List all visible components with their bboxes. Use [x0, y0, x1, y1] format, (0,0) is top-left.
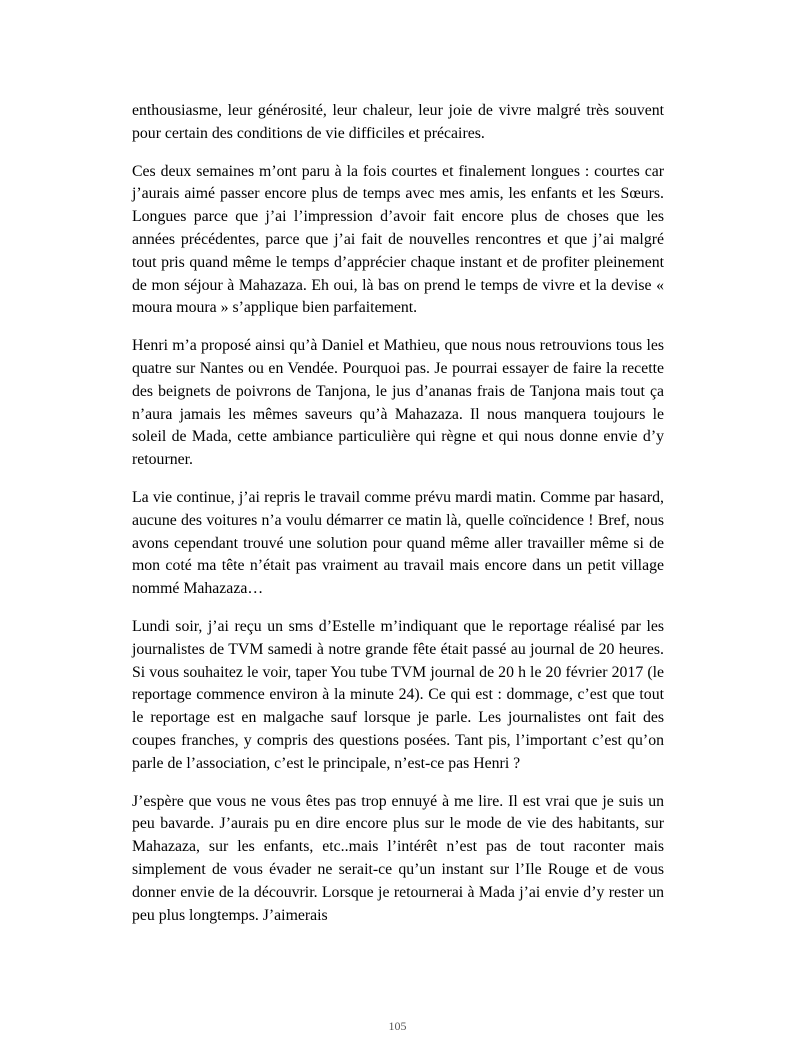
paragraph-2: Ces deux semaines m’ont paru à la fois courtes et finalement longues : courtes car j’aurais aimé passer encore plus de temps avec mes amis, les enfants et les Sœurs. Longues parce que j’ai l’impression d’avoir fait encore plus de choses que les années précédentes, parce que j’ai fait de nouvelles rencontres et que j’ai malgré tout pris quand même le temps d’apprécier chaque instant et de profiter pleinement de mon séjour à Mahazaza. Eh oui, là bas on prend le temps de vivre et la devise « moura moura » s’applique bien parfaitement.: [132, 162, 664, 317]
paragraph-3: Henri m’a proposé ainsi qu’à Daniel et Mathieu, que nous nous retrouvions tous les quatre sur Nantes ou en Vendée. Pourquoi pas. Je pourrai essayer de faire la recette des beignets de poivrons de Tanjona, le jus d’ananas frais de Tanjona mais tout ça n’aura jamais les mêmes saveurs qu’à Mahazaza. Il nous manquera toujours le soleil de Mada, cette ambiance particulière qui règne et qui nous donne envie d’y retourner.: [132, 337, 664, 469]
page-number: 105: [388, 1019, 407, 1033]
paragraph-1: enthousiasme, leur générosité, leur chaleur, leur joie de vivre malgré très souvent pour certain des conditions de vie difficiles et précaires.: [132, 102, 664, 142]
paragraph-5: Lundi soir, j’ai reçu un sms d’Estelle m’indiquant que le reportage réalisé par les journalistes de TVM samedi à notre grande fête était passé au journal de 20 heures. Si vous souhaitez le voir, taper You tube TVM journal de 20 h le 20 février 2017 (le reportage commence environ à la minute 24). Ce qui est : dommage, c’est que tout le reportage est en malgache sauf lorsque je parle. Les journalistes ont fait des coupes franches, y compris des questions posées. Tant pis, l’important c’est qu’on parle de l’association, c’est le principale, n’est-ce pas Henri ?: [132, 617, 664, 772]
page-body: [132, 100, 664, 942]
paragraph-4: La vie continue, j’ai repris le travail comme prévu mardi matin. Comme par hasard, aucune des voitures n’a voulu démarrer ce matin là, quelle coïncidence ! Bref, nous avons cependant trouvé une solution pour quand même aller travailler même si de mon coté ma tête n’était pas vraiment au travail mais encore dans un petit village nommé Mahazaza…: [132, 488, 664, 598]
paragraph-6: J’espère que vous ne vous êtes pas trop ennuyé à me lire. Il est vrai que je suis un peu bavarde. J’aurais pu en dire encore plus sur le mode de vie des habitants, sur Mahazaza, sur les enfants, etc..mais l’intérêt n’est pas de tout raconter mais simplement de vous évader ne serait-ce qu’un instant sur l’Ile Rouge et de vous donner envie de la découvrir. Lorsque je retournerai à Mada j’ai envie d’y rester un peu plus longtemps. J’aimerais: [132, 792, 664, 924]
